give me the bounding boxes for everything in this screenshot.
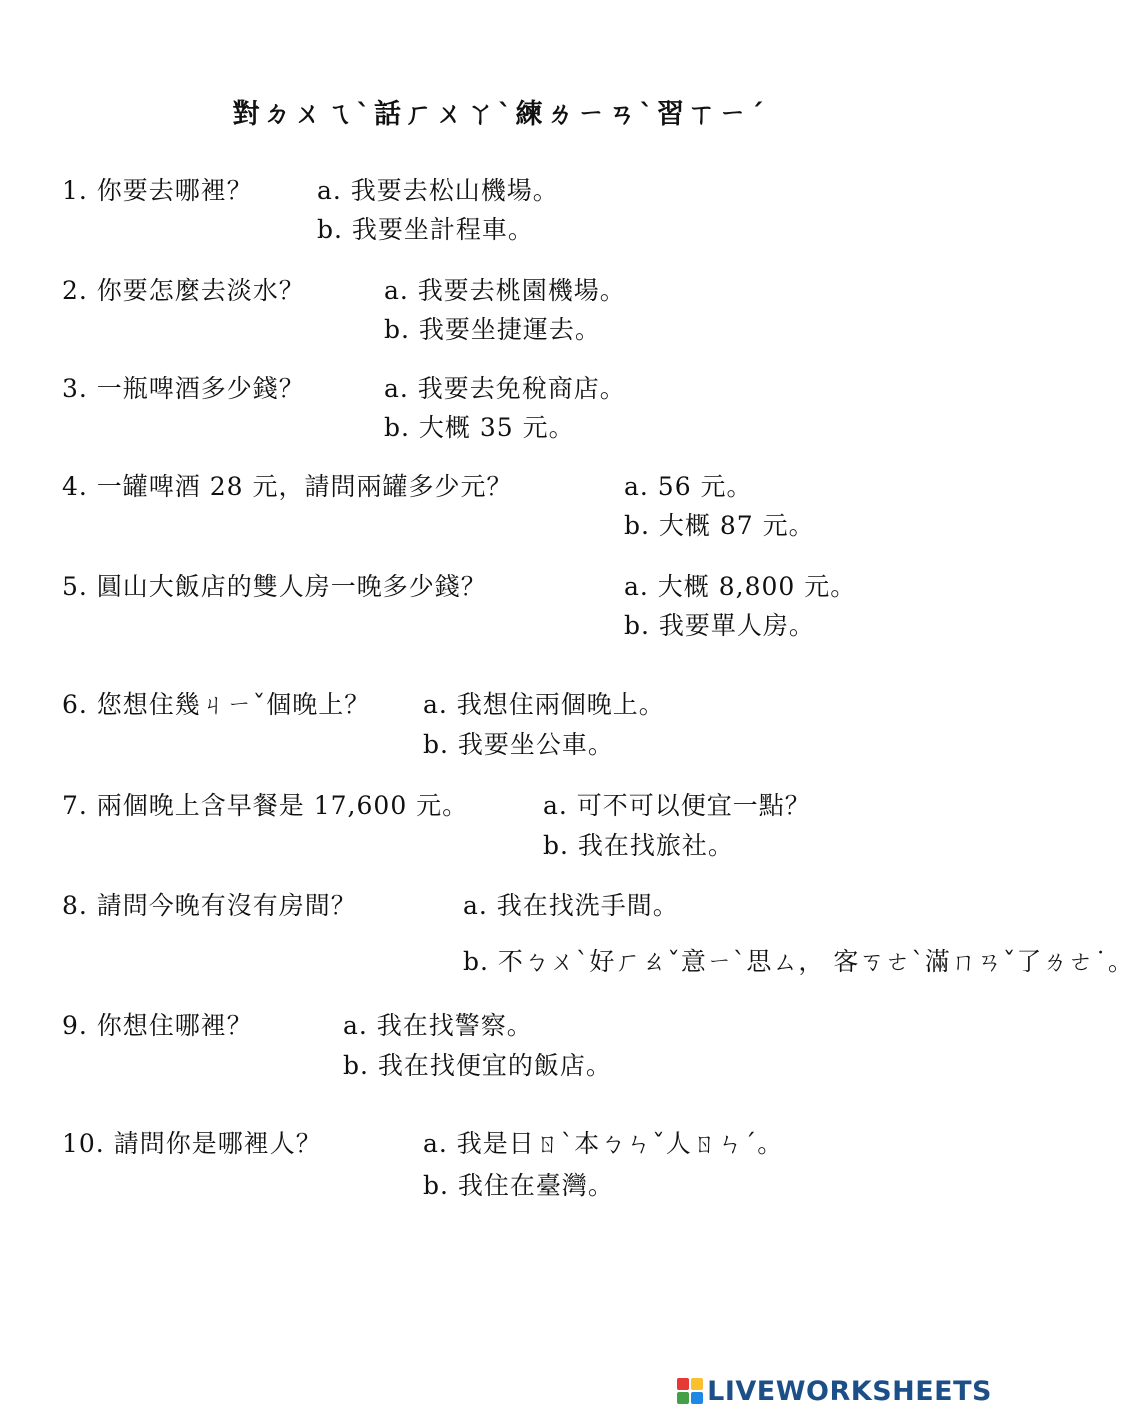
answer-7b[interactable]: b. 我在找旅社。 bbox=[543, 831, 734, 860]
liveworksheets-branding[interactable] bbox=[677, 1373, 992, 1409]
logo-square-yellow bbox=[691, 1378, 703, 1390]
logo-square-red bbox=[677, 1378, 689, 1390]
answer-5b[interactable]: b. 我要單人房。 bbox=[624, 611, 815, 640]
question-8: 8. 請問今晚有沒有房間？ bbox=[62, 891, 357, 920]
question-5: 5. 圓山大飯店的雙人房一晚多少錢？ bbox=[62, 572, 487, 601]
answer-9b[interactable]: b. 我在找便宜的飯店。 bbox=[343, 1051, 612, 1080]
answer-3a[interactable]: a. 我要去免稅商店。 bbox=[384, 374, 626, 403]
question-10: 10. 請問你是哪裡人？ bbox=[62, 1129, 322, 1158]
answer-8a[interactable]: a. 我在找洗手間。 bbox=[463, 891, 679, 920]
logo-square-green bbox=[677, 1392, 689, 1404]
answer-4b[interactable]: b. 大概 87 元。 bbox=[624, 511, 815, 540]
answer-6b[interactable]: b. 我要坐公車。 bbox=[423, 730, 614, 759]
answer-3b[interactable]: b. 大概 35 元。 bbox=[384, 413, 575, 442]
answer-10b[interactable]: b. 我住在臺灣。 bbox=[423, 1171, 614, 1200]
answer-6a[interactable]: a. 我想住兩個晚上。 bbox=[423, 690, 665, 719]
question-7: 7. 兩個晚上含早餐是 17,600 元。 bbox=[62, 791, 469, 820]
answer-5a[interactable]: a. 大概 8,800 元。 bbox=[624, 572, 857, 601]
liveworksheets-logo-icon bbox=[677, 1378, 703, 1404]
question-3: 3. 一瓶啤酒多少錢？ bbox=[62, 374, 305, 403]
logo-square-blue bbox=[691, 1392, 703, 1404]
answer-10a[interactable]: a. 我是日ㄖˋ本ㄅㄣˇ人ㄖㄣˊ。 bbox=[423, 1129, 784, 1158]
question-6: 6. 您想住幾ㄐㄧˇ個晚上？ bbox=[62, 690, 371, 719]
question-4: 4. 一罐啤酒 28 元，請問兩罐多少元？ bbox=[62, 472, 513, 501]
worksheet-title: 對ㄉㄨㄟˋ話ㄏㄨㄚˋ練ㄌㄧㄢˋ習ㄒㄧˊ bbox=[232, 99, 768, 130]
answer-8b[interactable]: b. 不ㄅㄨˋ好ㄏㄠˇ意ㄧˋ思ㄙ， 客ㄎㄜˋ滿ㄇㄢˇ了ㄌㄜ˙。 bbox=[463, 947, 1134, 976]
answer-1a[interactable]: a. 我要去松山機場。 bbox=[317, 176, 559, 205]
answer-2b[interactable]: b. 我要坐捷運去。 bbox=[384, 315, 601, 344]
answer-4a[interactable]: a. 56 元。 bbox=[624, 472, 753, 501]
answer-1b[interactable]: b. 我要坐計程車。 bbox=[317, 215, 534, 244]
answer-7a[interactable]: a. 可不可以便宜一點？ bbox=[543, 791, 811, 820]
answer-2a[interactable]: a. 我要去桃園機場。 bbox=[384, 276, 626, 305]
liveworksheets-wordmark: LIVEWORKSHEETS bbox=[707, 1375, 992, 1407]
question-2: 2. 你要怎麼去淡水？ bbox=[62, 276, 305, 305]
question-1: 1. 你要去哪裡？ bbox=[62, 176, 253, 205]
answer-9a[interactable]: a. 我在找警察。 bbox=[343, 1011, 533, 1040]
question-9: 9. 你想住哪裡？ bbox=[62, 1011, 253, 1040]
